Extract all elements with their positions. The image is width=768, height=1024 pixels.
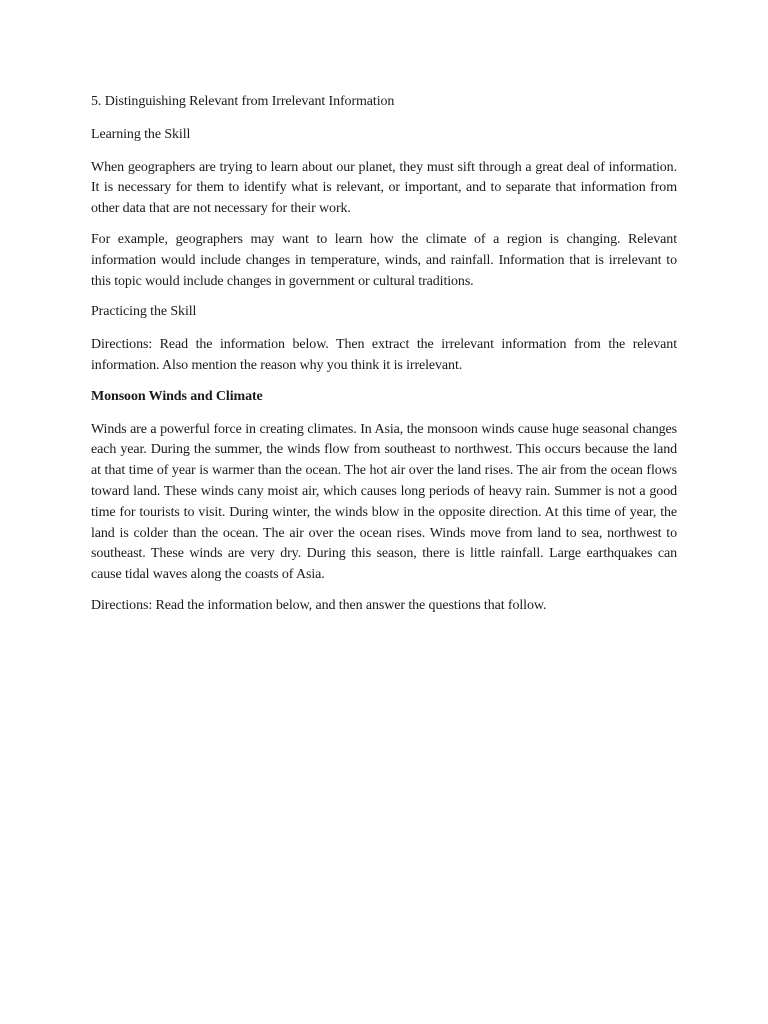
paragraph-climate-example: For example, geographers may want to learn how the climate of a region is changing. Relevant information would include changes in temperature, winds, and rainfall. Information that is irrelevant to this topic would include changes in government or cultural traditions. — [91, 231, 677, 289]
directions-answer-questions: Directions: Read the information below, and then answer the questions that follow. — [91, 597, 547, 613]
subheading-learning-the-skill: Learning the Skill — [91, 126, 191, 142]
article-body-monsoon: Winds are a powerful force in creating climates. In Asia, the monsoon winds cause huge seasonal changes each year. During the summer, the winds flow from southeast to northwest. This occurs because the land at that time of year is warmer than the ocean. The hot air over the land rises. The air from the ocean flows toward land. These winds cany moist air, which causes long periods of heavy rain. Summer is not a good time for tourists to visit. During winter, the winds blow in the opposite direction. At this time of year, the land is colder than the ocean. The air over the ocean rises. Winds move from land to sea, northwest to southeast. These winds are very dry. During this season, there is little rainfall. Large earthquakes can cause tidal waves along the coasts of Asia. — [91, 421, 677, 583]
article-title: Monsoon Winds and Climate — [91, 388, 263, 404]
directions-extract-irrelevant: Directions: Read the information below. Then extract the irrelevant information from the relevant information. Also mention the reason why you think it is irrelevant. — [91, 337, 677, 373]
section-title: 5. Distinguishing Relevant from Irrelevant Information — [91, 94, 395, 109]
paragraph-geographers-sift: When geographers are trying to learn about our planet, they must sift through a great deal of information. It is necessary for them to identify what is relevant, or important, and to separate that information from other data that are not necessary for their work. — [91, 159, 677, 217]
subheading-practicing-the-skill: Practicing the Skill — [91, 304, 197, 320]
document-page — [91, 92, 677, 617]
